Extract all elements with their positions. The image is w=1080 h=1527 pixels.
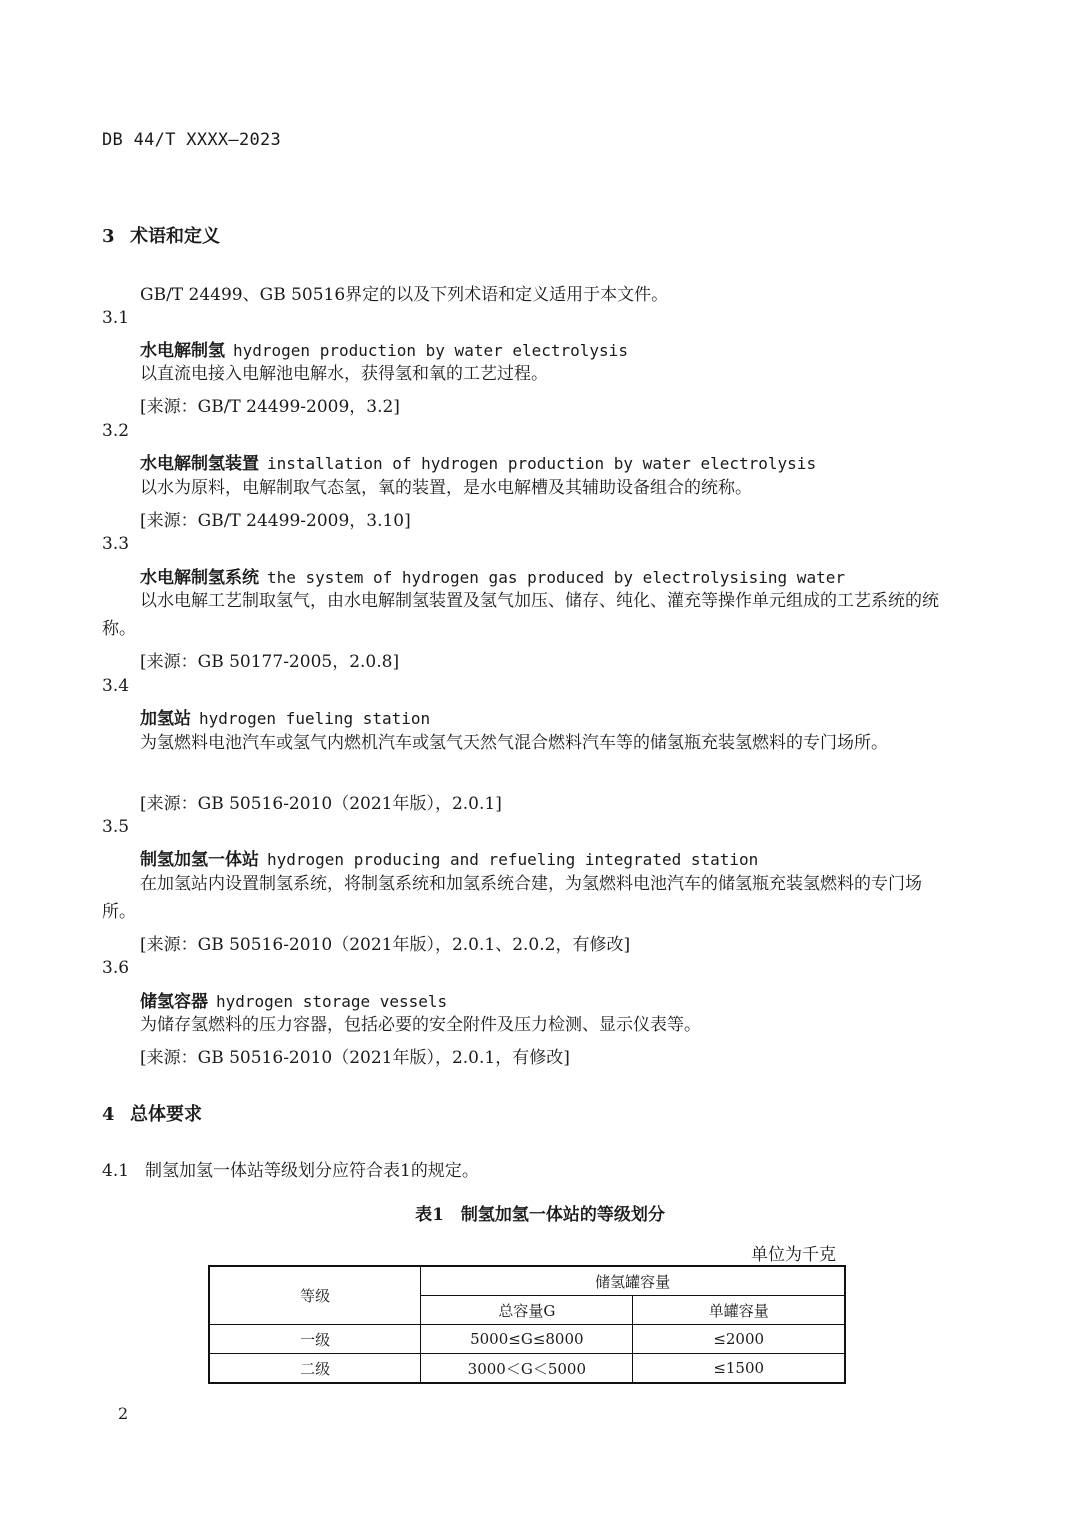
term-definition: 在加氢站内设置制氢系统，将制氢系统和加氢系统合建，为氢燃料电池汽车的储氢瓶充装氢燃料的专门场所。 bbox=[102, 874, 922, 922]
table-row bbox=[209, 1325, 845, 1354]
table-unit: 单位为千克 bbox=[751, 1245, 836, 1265]
page-number: 2 bbox=[118, 1404, 129, 1423]
term-number: 3.4 bbox=[102, 676, 130, 696]
cell-grade: 一级 bbox=[209, 1325, 421, 1354]
section-number: 3 bbox=[102, 226, 115, 247]
clause-text: 制氢加氢一体站等级划分应符合表1的规定。 bbox=[145, 1161, 479, 1181]
term-number: 3.5 bbox=[102, 817, 130, 837]
term-heading bbox=[140, 336, 628, 361]
term-definition: 以水为原料，电解制取气态氢，氧的装置，是水电解槽及其辅助设备组合的统称。 bbox=[140, 478, 752, 498]
clause-number: 4.1 bbox=[102, 1161, 130, 1181]
section-number: 4 bbox=[102, 1104, 115, 1125]
term-cn: 水电解制氢系统 bbox=[140, 568, 259, 588]
section-title: 总体要求 bbox=[130, 1104, 202, 1125]
clause-4-1 bbox=[102, 1156, 479, 1181]
header-grade: 等级 bbox=[209, 1266, 421, 1325]
document-code: DB 44/T XXXX—2023 bbox=[102, 130, 282, 150]
cell-grade: 二级 bbox=[209, 1354, 421, 1384]
term-cn: 水电解制氢 bbox=[140, 341, 225, 361]
cell-total: 5000≤G≤8000 bbox=[421, 1325, 633, 1354]
term-cn: 水电解制氢装置 bbox=[140, 454, 259, 474]
term-source: [来源：GB/T 24499-2009，3.2] bbox=[140, 397, 400, 417]
header-total: 总容量G bbox=[421, 1296, 633, 1325]
section-4-heading bbox=[102, 1100, 202, 1126]
term-en: hydrogen storage vessels bbox=[216, 992, 448, 1011]
section-3-intro: GB/T 24499、GB 50516界定的以及下列术语和定义适用于本文件。 bbox=[140, 285, 669, 305]
term-source: [来源：GB 50177-2005，2.0.8] bbox=[140, 652, 400, 672]
term-heading bbox=[140, 563, 845, 588]
term-definition: 以水电解工艺制取氢气，由水电解制氢装置及氢气加压、储存、纯化、灌充等操作单元组成的工艺系统的统称。 bbox=[102, 591, 939, 639]
cell-single: ≤1500 bbox=[633, 1354, 845, 1384]
section-title: 术语和定义 bbox=[130, 226, 220, 247]
term-source: [来源：GB 50516-2010（2021年版），2.0.1] bbox=[140, 794, 502, 814]
term-definition: 为氢燃料电池汽车或氢气内燃机汽车或氢气天然气混合燃料汽车等的储氢瓶充装氢燃料的专门场所。 bbox=[140, 733, 888, 753]
term-heading bbox=[140, 845, 758, 870]
term-number: 3.2 bbox=[102, 421, 130, 441]
grade-table bbox=[208, 1265, 846, 1384]
term-number: 3.1 bbox=[102, 308, 130, 328]
term-source: [来源：GB/T 24499-2009，3.10] bbox=[140, 511, 411, 531]
table-title: 表1 制氢加氢一体站的等级划分 bbox=[415, 1205, 665, 1225]
term-number: 3.3 bbox=[102, 534, 130, 554]
term-en: hydrogen production by water electrolysis bbox=[233, 341, 628, 360]
term-cn: 储氢容器 bbox=[140, 992, 208, 1012]
term-cn: 加氢站 bbox=[140, 709, 191, 729]
section-3-heading bbox=[102, 222, 220, 248]
term-source: [来源：GB 50516-2010（2021年版），2.0.1，有修改] bbox=[140, 1048, 570, 1068]
term-en: the system of hydrogen gas produced by electrolysising water bbox=[267, 568, 845, 587]
term-number: 3.6 bbox=[102, 958, 130, 978]
term-cn: 制氢加氢一体站 bbox=[140, 850, 259, 870]
table-header-row bbox=[209, 1266, 845, 1296]
term-source: [来源：GB 50516-2010（2021年版），2.0.1、2.0.2，有修改] bbox=[140, 935, 631, 955]
header-single: 单罐容量 bbox=[633, 1296, 845, 1325]
header-capacity: 储氢罐容量 bbox=[421, 1266, 845, 1296]
term-heading bbox=[140, 704, 430, 729]
term-en: hydrogen fueling station bbox=[199, 709, 431, 728]
cell-single: ≤2000 bbox=[633, 1325, 845, 1354]
term-definition: 以直流电接入电解池电解水，获得氢和氧的工艺过程。 bbox=[140, 364, 548, 384]
term-en: hydrogen producing and refueling integrated station bbox=[267, 850, 759, 869]
term-heading bbox=[140, 449, 816, 474]
term-heading bbox=[140, 987, 447, 1012]
term-definition: 为储存氢燃料的压力容器，包括必要的安全附件及压力检测、显示仪表等。 bbox=[140, 1015, 701, 1035]
term-en: installation of hydrogen production by water electrolysis bbox=[267, 454, 817, 473]
table-row bbox=[209, 1354, 845, 1384]
cell-total: 3000＜G＜5000 bbox=[421, 1354, 633, 1384]
